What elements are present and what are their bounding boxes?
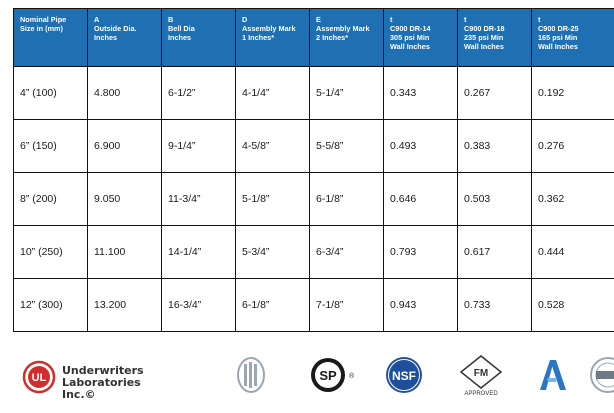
table-cell: 9-1/4” [162,120,236,173]
table-cell: 4-5/8” [236,120,310,173]
seal-logo [588,356,614,399]
table-cell: 0.617 [458,226,532,279]
table-cell: 0.192 [532,67,614,120]
pipe-dimensions-table [13,8,614,332]
table-cell: 0.943 [384,279,458,332]
header-assembly-mark-2: E Assembly Mark 2 Inches* [310,9,384,67]
table-cell: 0.493 [384,120,458,173]
table-cell: 5-1/8” [236,173,310,226]
table-cell: 6” (150) [14,120,88,173]
table-cell: 4.800 [88,67,162,120]
svg-text:APPROVED: APPROVED [464,391,498,396]
a-mark-icon [538,358,568,392]
table-cell: 5-5/8” [310,120,384,173]
ul-logo [22,360,172,401]
table-cell: 6-1/2” [162,67,236,120]
header-assembly-mark-1: D Assembly Mark 1 Inches* [236,9,310,67]
table-cell: 5-1/4” [310,67,384,120]
table-row [14,120,614,173]
table-cell: 4” (100) [14,67,88,120]
table-cell: 6.900 [88,120,162,173]
table-cell: 8” (200) [14,173,88,226]
header-nominal-size: Nominal Pipe Size in (mm) [14,9,88,67]
fm-diamond-icon [459,354,503,396]
table-cell: 12” (300) [14,279,88,332]
table-row [14,226,614,279]
table-cell: 0.276 [532,120,614,173]
header-bell-dia: B Bell Dia Inches [162,9,236,67]
nsf-mark-icon [385,356,423,394]
table-header-row [14,9,614,67]
table-cell: 6-3/4” [310,226,384,279]
ul-mark-icon [22,360,56,394]
header-outside-dia: A Outside Dia. Inches [88,9,162,67]
table-cell: 4-1/4” [236,67,310,120]
table-cell: 0.528 [532,279,614,332]
table-cell: 6-1/8” [310,173,384,226]
svg-text:®: ® [349,373,355,380]
table-cell: 0.793 [384,226,458,279]
svg-text:NSF: NSF [392,369,416,383]
csa-mark-icon [309,356,355,394]
table-cell: 11.100 [88,226,162,279]
table-cell: 0.444 [532,226,614,279]
table-cell: 0.343 [384,67,458,120]
table-cell: 0.267 [458,67,532,120]
table-cell: 6-1/8” [236,279,310,332]
ul-wordmark: Underwriters Laboratories Inc.© [62,364,144,401]
table-cell: 0.362 [532,173,614,226]
astm-mark-icon [236,356,266,394]
seal-icon [588,356,614,394]
table-cell: 13.200 [88,279,162,332]
table-cell: 0.733 [458,279,532,332]
table-cell: 14-1/4” [162,226,236,279]
svg-text:SP: SP [319,368,337,383]
table-cell: 0.646 [384,173,458,226]
table-cell: 7-1/8” [310,279,384,332]
nsf-logo [385,356,423,399]
svg-text:UL: UL [31,372,47,384]
table-cell: 10” (250) [14,226,88,279]
header-dr25-wall: t C900 DR-25 165 psi Min Wall Inches [532,9,614,67]
svg-text:FM: FM [473,368,489,379]
certification-logos [0,350,614,400]
astm-logo [236,356,266,399]
table-cell: 0.383 [458,120,532,173]
table-row [14,279,614,332]
table-cell: 9.050 [88,173,162,226]
header-dr18-wall: t C900 DR-18 235 psi Min Wall Inches [458,9,532,67]
header-dr14-wall: t C900 DR-14 305 psi Min Wall Inches [384,9,458,67]
a-mark-logo [538,358,568,397]
table-cell: 11-3/4” [162,173,236,226]
table-row [14,67,614,120]
csa-logo [309,356,355,399]
table-row [14,173,614,226]
table-cell: 0.503 [458,173,532,226]
fm-approved-logo [459,354,503,401]
table-cell: 16-3/4” [162,279,236,332]
table-cell: 5-3/4” [236,226,310,279]
